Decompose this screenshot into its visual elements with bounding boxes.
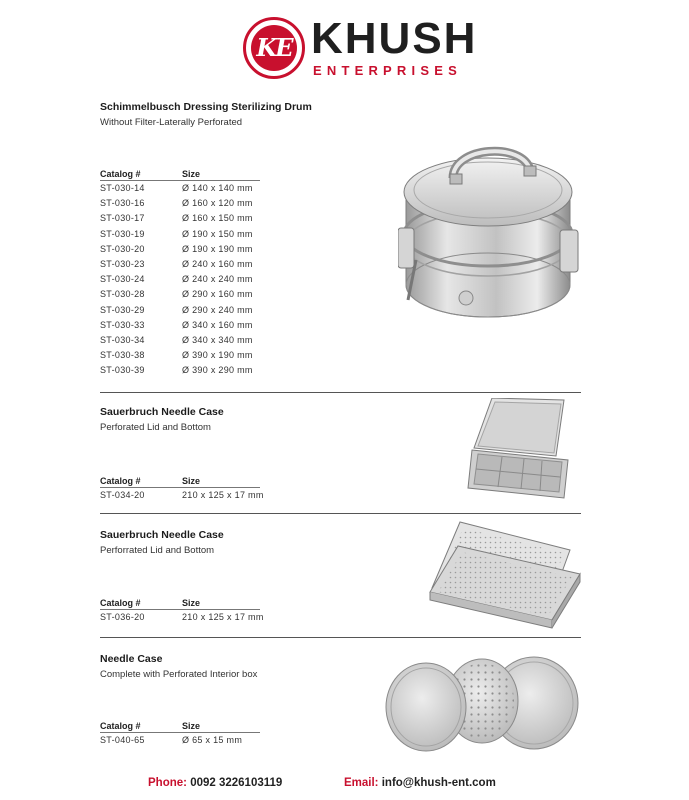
email-address[interactable]: info@khush-ent.com: [381, 777, 496, 789]
table-header: [100, 598, 260, 610]
table-header: [100, 721, 260, 733]
logo-monogram: KE: [251, 25, 297, 71]
catalog-number: ST-030-14: [100, 183, 145, 193]
table-row: [100, 227, 302, 242]
catalog-number: ST-030-19: [100, 228, 145, 239]
catalog-table: [100, 598, 302, 625]
section-divider: [100, 637, 581, 638]
catalog-number: ST-036-20: [100, 612, 145, 622]
size-value: Ø 240 x 240 mm: [182, 274, 253, 285]
product-needle-case-1-heading: [100, 405, 224, 434]
table-header: [100, 169, 260, 181]
size-value: 210 x 125 x 17 mm: [182, 490, 264, 500]
size-value: Ø 290 x 240 mm: [182, 304, 253, 315]
table-row: [100, 363, 302, 378]
size-value: Ø 160 x 150 mm: [182, 213, 253, 224]
section-divider: [100, 513, 581, 514]
catalog-number: ST-030-24: [100, 274, 145, 285]
catalog-table: [100, 476, 302, 503]
table-row: [100, 242, 302, 257]
catalog-table: [100, 721, 302, 748]
size-value: 210 x 125 x 17 mm: [182, 612, 264, 622]
email-contact: [344, 777, 496, 789]
phone-label: Phone:: [148, 777, 187, 789]
size-value: Ø 340 x 340 mm: [182, 335, 253, 346]
size-value: Ø 240 x 160 mm: [182, 259, 253, 270]
phone-number[interactable]: 0092 3226103119: [190, 777, 283, 789]
catalog-header: Catalog #: [100, 721, 141, 731]
catalog-number: ST-030-39: [100, 365, 145, 376]
product-subtitle: Without Filter-Laterally Perforated: [100, 117, 243, 128]
catalog-number: ST-030-38: [100, 350, 145, 361]
table-row: [100, 272, 302, 287]
size-header: Size: [182, 721, 201, 731]
catalog-number: ST-034-20: [100, 490, 145, 500]
table-row: [100, 211, 302, 226]
product-needle-case-2-heading: [100, 528, 224, 557]
size-value: Ø 290 x 160 mm: [182, 289, 253, 300]
table-header: [100, 476, 260, 488]
table-row: [100, 348, 302, 363]
table-row: [100, 610, 302, 625]
round-needle-case-image: [384, 655, 584, 755]
size-header: Size: [182, 169, 201, 179]
logo-tagline: ENTERPRISES: [313, 63, 462, 78]
product-needle-case-3-heading: [100, 652, 257, 681]
size-value: Ø 140 x 140 mm: [182, 183, 253, 193]
size-value: Ø 160 x 120 mm: [182, 198, 253, 209]
table-body: [100, 181, 302, 379]
catalog-number: ST-030-29: [100, 304, 145, 315]
perforated-needle-case-image: [428, 520, 584, 635]
catalog-header: Catalog #: [100, 476, 141, 486]
catalog-number: ST-040-65: [100, 735, 145, 745]
catalog-number: ST-030-34: [100, 335, 145, 346]
sterilizing-drum-image: [398, 140, 584, 325]
product-subtitle: Perforated Lid and Bottom: [100, 422, 211, 433]
phone-contact: [148, 777, 282, 789]
catalog-number: ST-030-23: [100, 259, 145, 270]
size-value: Ø 190 x 150 mm: [182, 228, 253, 239]
product-subtitle: Perforrated Lid and Bottom: [100, 545, 215, 556]
size-value: Ø 65 x 15 mm: [182, 735, 243, 745]
size-value: Ø 190 x 190 mm: [182, 243, 253, 254]
catalog-number: ST-030-17: [100, 213, 145, 224]
product-subtitle: Complete with Perforated Interior box: [100, 669, 258, 680]
logo-emblem: [243, 17, 305, 79]
table-row: [100, 333, 302, 348]
product-title: Sauerbruch Needle Case: [100, 406, 224, 418]
product-title: Sauerbruch Needle Case: [100, 529, 224, 541]
table-row: [100, 733, 302, 748]
table-row: [100, 303, 302, 318]
size-value: Ø 390 x 290 mm: [182, 365, 253, 376]
catalog-number: ST-030-16: [100, 198, 145, 209]
table-row: [100, 196, 302, 211]
size-value: Ø 340 x 160 mm: [182, 319, 253, 330]
table-row: [100, 257, 302, 272]
product-title: Needle Case: [100, 653, 163, 665]
size-header: Size: [182, 598, 201, 608]
needle-case-open-image: [466, 398, 576, 506]
table-row: [100, 488, 302, 503]
company-logo: [243, 14, 478, 85]
catalog-number: ST-030-20: [100, 243, 145, 254]
catalog-number: ST-030-28: [100, 289, 145, 300]
catalog-number: ST-030-33: [100, 319, 145, 330]
size-value: Ø 390 x 190 mm: [182, 350, 253, 361]
catalog-header: Catalog #: [100, 169, 141, 179]
catalog-table: [100, 169, 302, 379]
product-title: Schimmelbusch Dressing Sterilizing Drum: [100, 101, 312, 113]
section-divider: [100, 392, 581, 393]
table-row: [100, 181, 302, 196]
table-row: [100, 318, 302, 333]
catalog-header: Catalog #: [100, 598, 141, 608]
table-row: [100, 287, 302, 302]
logo-name: KHUSH: [311, 14, 478, 63]
size-header: Size: [182, 476, 201, 486]
product-drum-heading: [100, 100, 312, 129]
email-label: Email:: [344, 777, 379, 789]
